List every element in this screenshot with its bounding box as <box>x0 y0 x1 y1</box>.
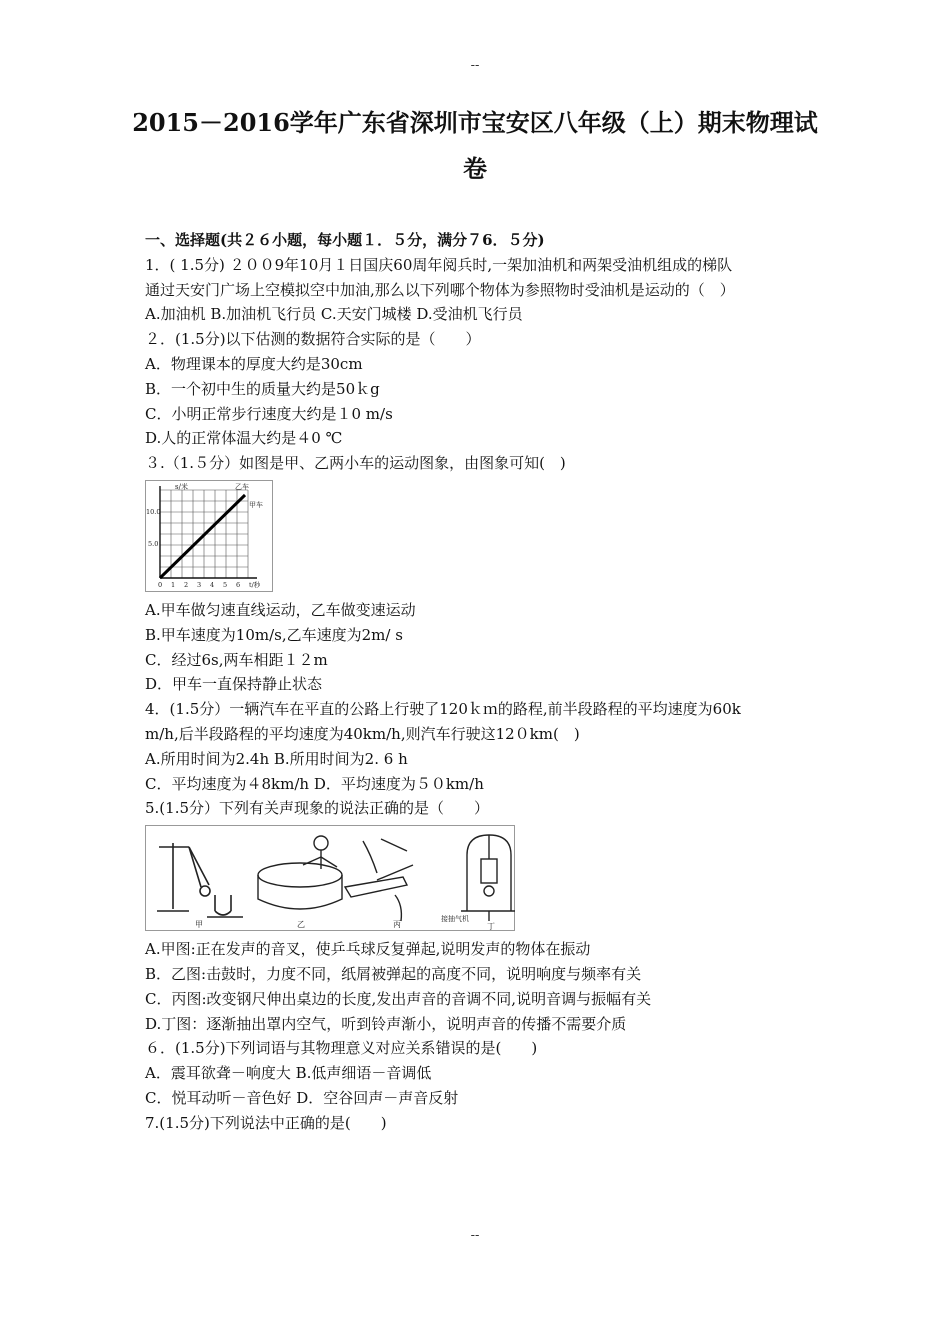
x-tick: 6 <box>236 580 241 589</box>
text-line: A.所用时间为2.4h B.所用时间为2. 6 h <box>145 749 408 768</box>
x-tick: 5 <box>223 580 228 589</box>
x-unit-label: t/秒 <box>249 580 261 589</box>
text-line: C．丙图:改变钢尺伸出桌边的长度,发出声音的音调不同,说明音调与振幅有关 <box>145 989 652 1008</box>
label-yi: 乙车 <box>235 482 249 491</box>
page-bottom-mark: -- <box>470 1228 480 1243</box>
question-block-5-7 <box>145 937 825 1135</box>
x-tick: 0 <box>158 580 163 589</box>
panel-label-jia: 甲 <box>195 920 203 930</box>
panel-label-ding: 丁 <box>487 922 495 932</box>
text-line: A.甲图:正在发声的音叉，使乒乓球反复弹起,说明发声的物体在振动 <box>145 940 591 959</box>
question-block-3-5 <box>145 598 825 821</box>
text-line: C．平均速度为４8km/h D．平均速度为５０km/h <box>145 774 484 793</box>
text-line: 7.(1.5分)下列说法中正确的是( ) <box>145 1113 387 1132</box>
y-tick-10: 10.0 <box>146 507 161 516</box>
section-heading: 一、选择题(共２６小题，每小题１．５分，满分７6．５分) <box>145 231 545 249</box>
page-top-mark: -- <box>470 58 480 73</box>
question-block-1-3 <box>145 253 825 476</box>
text-line: ２．(1.5分)以下估测的数据符合实际的是（ ） <box>145 330 481 349</box>
text-line: 5.(1.5分）下列有关声现象的说法正确的是（ ） <box>145 799 490 818</box>
title-line-2: 卷 <box>463 154 487 183</box>
motion-graph-figure <box>145 480 273 592</box>
title-line-1: 2015－2016学年广东省深圳市宝安区八年级（上）期末物理试 <box>132 108 818 137</box>
text-line: C．小明正常步行速度大约是１0 m/s <box>145 404 393 423</box>
x-tick: 1 <box>171 580 176 589</box>
text-line: ３.（1.５分）如图是甲、乙两小车的运动图象，由图象可知( ) <box>145 454 566 473</box>
text-line: A．震耳欲聋－响度大 B.低声细语－音调低 <box>145 1064 432 1083</box>
text-line: C．悦耳动听－音色好 D．空谷回声－声音反射 <box>145 1088 459 1107</box>
text-line: 通过天安门广场上空模拟空中加油,那么以下列哪个物体为参照物时受油机是运动的（ ） <box>145 280 735 299</box>
panel-label-bing: 丙 <box>393 920 401 930</box>
text-line: m/h,后半段路程的平均速度为40km/h,则汽车行驶这12０km( ) <box>145 724 580 743</box>
text-line: A．物理课本的厚度大约是30cm <box>145 354 363 373</box>
y-unit-label: s/米 <box>175 482 188 491</box>
text-line: C．经过6s,两车相距１２m <box>145 650 328 669</box>
x-tick: 2 <box>184 580 189 589</box>
text-line: A.加油机 B.加油机飞行员 C.天安门城楼 D.受油机飞行员 <box>145 305 523 324</box>
sound-experiments-figure <box>145 825 515 931</box>
y-tick-5: 5.0 <box>148 539 159 548</box>
text-line: D.人的正常体温大约是４0 ℃ <box>145 429 343 448</box>
text-line: A.甲车做匀速直线运动，乙车做变速运动 <box>145 600 416 619</box>
text-line: D.丁图：逐渐抽出罩内空气，听到铃声渐小，说明声音的传播不需要介质 <box>145 1014 627 1033</box>
pump-label: 接抽气机 <box>441 915 469 924</box>
text-line: D．甲车一直保持静止状态 <box>145 675 323 694</box>
x-tick: 4 <box>210 580 215 589</box>
text-line: ６．(1.5分)下列词语与其物理意义对应关系错误的是( ) <box>145 1039 538 1058</box>
text-line: 4．(1.5分）一辆汽车在平直的公路上行驶了120ｋｍ的路程,前半段路程的平均速度为60k <box>145 700 741 719</box>
document-title <box>120 100 830 192</box>
exam-content <box>145 228 825 1136</box>
text-line: B．乙图:击鼓时，力度不同，纸屑被弹起的高度不同，说明响度与频率有关 <box>145 964 642 983</box>
label-jia: 甲车 <box>249 500 263 509</box>
text-line: B.甲车速度为10m/s,乙车速度为2m/ s <box>145 625 403 644</box>
text-line: 1．( 1.5分) ２００9年10月１日国庆60周年阅兵时,一架加油机和两架受油机组成的梯队 <box>145 255 733 274</box>
x-tick: 3 <box>197 580 202 589</box>
text-line: B．一个初中生的质量大约是50ｋg <box>145 379 380 398</box>
panel-label-yi: 乙 <box>297 920 305 930</box>
